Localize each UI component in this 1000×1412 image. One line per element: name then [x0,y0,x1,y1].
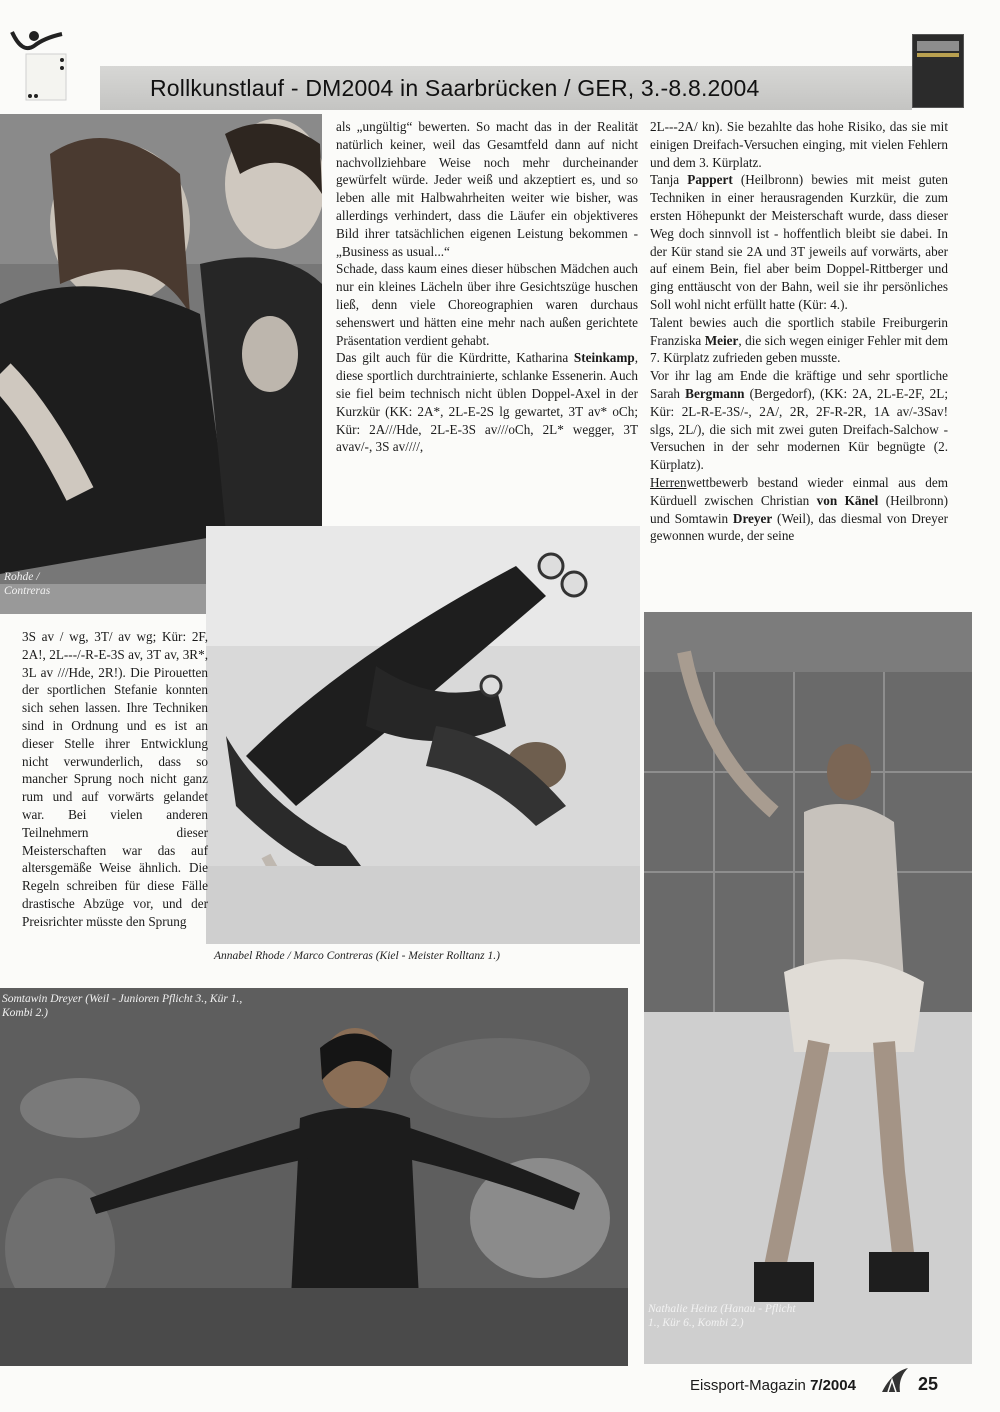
photo-caption: Somtawin Dreyer (Weil - Junioren Pflicht 3., Kür 1., Kombi 2.) [2,993,243,1019]
paragraph: als „ungültig“ bewerten. So macht das in der Realität natürlich keiner, weil das Gesamtfeld dann auf nicht nachvollziehbare Weise noch mehr durcheinander gewürfelt würde. Jeder weiß und akzeptiert es, und so leben alle mit Halbwahrheiten weiter wie bisher, was allerdings verhindert, dass die Läufer ein objektiveres Bild ihrer tatsächlichen eigenen Leistung bekommen - „Business as usual...“ [336,119,638,259]
photo-caption: Annabel Rhode / Marco Contreras (Kiel - Meister Rolltanz 1.) [214,950,500,962]
swan-logo-icon [878,1366,912,1396]
page-title: Rollkunstlauf - DM2004 in Saarbrücken / GER, 3.-8.8.2004 [150,75,760,101]
skater-name: Dreyer [732,510,773,526]
magazine-thumbnail-icon [912,34,964,108]
paragraph: Vor ihr lag am Ende die kräftige und sehr sportliche Sarah Bergmann (Bergedorf), (KK: 2A, 2L-E-2F, 2L; Kür: 2L-R-E-3S/-, 2A/, 2R, 2F-R-2R, 1A av/-3Sav! slgs, 2L/), die sich mit zwei guten Dreifach-Salchow - Versuchen in der sehr modernen Kür begnügte (2. Kürplatz). [650,368,948,473]
paragraph: Herrenwettbewerb bestand wieder einmal aus dem Kürduell zwischen Christian von Känel (Heilbronn) und Somtawin Dreyer (Weil), das diesmal von Dreyer gewonnen wurde, der seine [650,474,948,544]
skater-name: Steinkamp [573,350,635,366]
skater-name: von Känel [816,492,879,508]
photo-skater-heinz [644,612,972,1364]
photo-skater-dreyer [0,988,628,1366]
paragraph: Talent bewies auch die sportlich stabile Freiburgerin Franziska Meier, die sich wegen einiger Fehler mit dem 7. Kürplatz zufrieden geben musste. [650,314,948,366]
paragraph: Tanja Pappert (Heilbronn) bewies mit meist guten Techniken in einer herausragenden Kurzkür, die zum ersten Höhepunkt der Meisterschaft wurde, dass dieser Weg doch sinnvoll ist - hoffentlich bleibt sie dabei. In der Kür stand sie 2A und 3T jeweils auf vorwärts, aber auf einem Bein, fiel aber beim Doppel-Rittberger und ging enttäuscht von der Bahn, weil sie ihr persönliches Soll wohl nicht erfüllt hatte (Kür: 4.). [650,172,948,312]
photo-caption: Nathalie Heinz (Hanau - Pflicht 1., Kür 6., Kombi 2.) [648,1303,796,1329]
paragraph: Schade, dass kaum eines dieser hübschen Mädchen auch nur ein kleines Lächeln über ihre Gesichtszüge huschen ließ, denn viele Choreographien waren durchaus sehenswert und hätten eine mehr nach außen gerichtete Präsentation verdient gehabt. [336,261,638,348]
photo-credit: Rohde / Contreras [4,571,51,597]
skater-name: Bergmann [685,385,745,401]
footer-magazine: Eissport-Magazin 7/2004 [690,1377,856,1394]
magazine-logo-icon [4,24,74,104]
skater-name: Pappert [687,172,733,188]
article-column-2 [336,118,638,456]
page-number: 25 [918,1374,939,1394]
photo-rolltanz-couple [206,526,640,944]
article-column-1 [22,628,208,931]
paragraph: 3S av / wg, 3T/ av wg; Kür: 2F, 2A!, 2L---/-R-E-3S av, 3T av, 3R*, 3L av ///Hde, 2R!). Die Pirouetten der sportlichen Stefanie konnten sich sehen lassen. Ihre Techniken sind in Ordnung und es ist an dieser Stelle ihrer Entwicklung nicht verwunderlich, dass so mancher Sprung noch nicht ganz rum und auf vorwärts gelandet war. Bei vielen anderen Teilnehmern dieser Meisterschaften war das auf altersgemäße Weise ähnlich. Die Regeln schreiben für diese Fälle drastische Abzüge vor, und der Preisrichter müsste den Sprung [22,629,208,929]
article-column-3 [650,118,948,545]
skater-name: Meier [704,332,739,348]
paragraph: 2L---2A/ kn). Sie bezahlte das hohe Risiko, das sie mit einigen Dreifach-Versuchen einging, mit vielen Fehlern und dem 3. Kürplatz. [650,119,948,170]
paragraph: Das gilt auch für die Kürdritte, Katharina Steinkamp, diese sportlich durchtrainierte, schlanke Essenerin. Auch sie fiel beim technisch nicht üblen Doppel-Axel in der Kurzkür (KK: 2A*, 2L-E-2S lg gewartet, 3T av* oCh; Kür: 2A///Hde, 2L-E-3S av///oCh, 2L* wegger, 3T avav/-, 3S av////, [336,350,638,455]
